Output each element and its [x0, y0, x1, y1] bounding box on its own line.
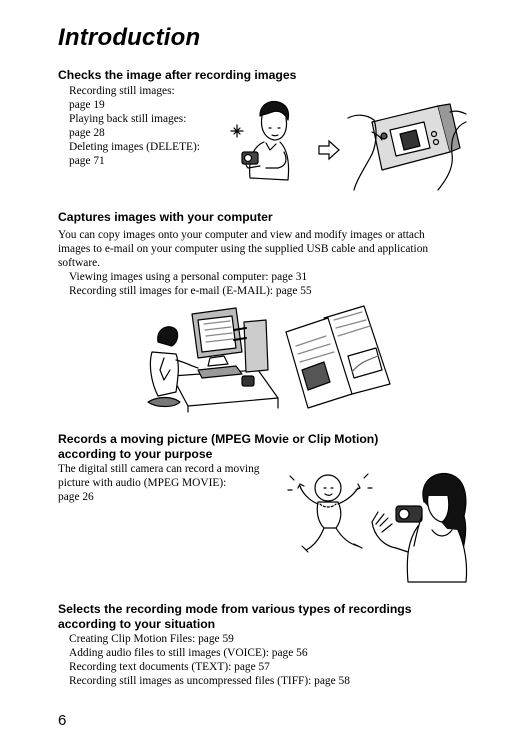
- list-item: Recording still images as uncompressed files (TIFF): page 58: [69, 675, 350, 687]
- list-item: page 28: [69, 127, 105, 139]
- computer-user-illustration: [148, 300, 390, 412]
- section-heading-computer: Captures images with your computer: [58, 210, 273, 224]
- section-heading-check-image: Checks the image after recording images: [58, 68, 297, 82]
- paragraph-line: picture with audio (MPEG MOVIE):: [58, 477, 227, 489]
- camera-lcd-illustration: [346, 92, 468, 192]
- man-with-camera-illustration: [226, 98, 310, 190]
- arrow-right-icon: [318, 140, 340, 160]
- section-heading-moving-picture: Records a moving picture (MPEG Movie or Clip Motion): [58, 432, 379, 446]
- list-item: Recording text documents (TEXT): page 57: [69, 661, 270, 673]
- list-item: Deleting images (DELETE):: [69, 141, 200, 153]
- paragraph-line: You can copy images onto your computer and view and modify images or attach: [58, 229, 425, 241]
- paragraph-line: The digital still camera can record a moving: [58, 463, 260, 475]
- paragraph-line: page 26: [58, 491, 94, 503]
- page-title: Introduction: [58, 24, 201, 51]
- recording-baby-illustration: [288, 466, 474, 582]
- list-item: page 71: [69, 155, 105, 167]
- section-heading-moving-picture-line2: according to your purpose: [58, 447, 213, 461]
- list-item: Viewing images using a personal computer: page 31: [69, 271, 308, 283]
- paragraph-line: images to e-mail on your computer using the supplied USB cable and application: [58, 243, 429, 255]
- list-item: Creating Clip Motion Files: page 59: [69, 633, 234, 645]
- list-item: Adding audio files to still images (VOICE): page 56: [69, 647, 308, 659]
- section-heading-recording-mode-line2: according to your situation: [58, 617, 216, 631]
- list-item: Recording still images:: [69, 85, 175, 97]
- list-item: Playing back still images:: [69, 113, 187, 125]
- page-number: 6: [58, 712, 67, 729]
- section-heading-recording-mode: Selects the recording mode from various types of recordings: [58, 602, 412, 616]
- paragraph-line: software.: [58, 257, 101, 269]
- list-item: Recording still images for e-mail (E-MAIL): page 55: [69, 285, 312, 297]
- list-item: page 19: [69, 99, 105, 111]
